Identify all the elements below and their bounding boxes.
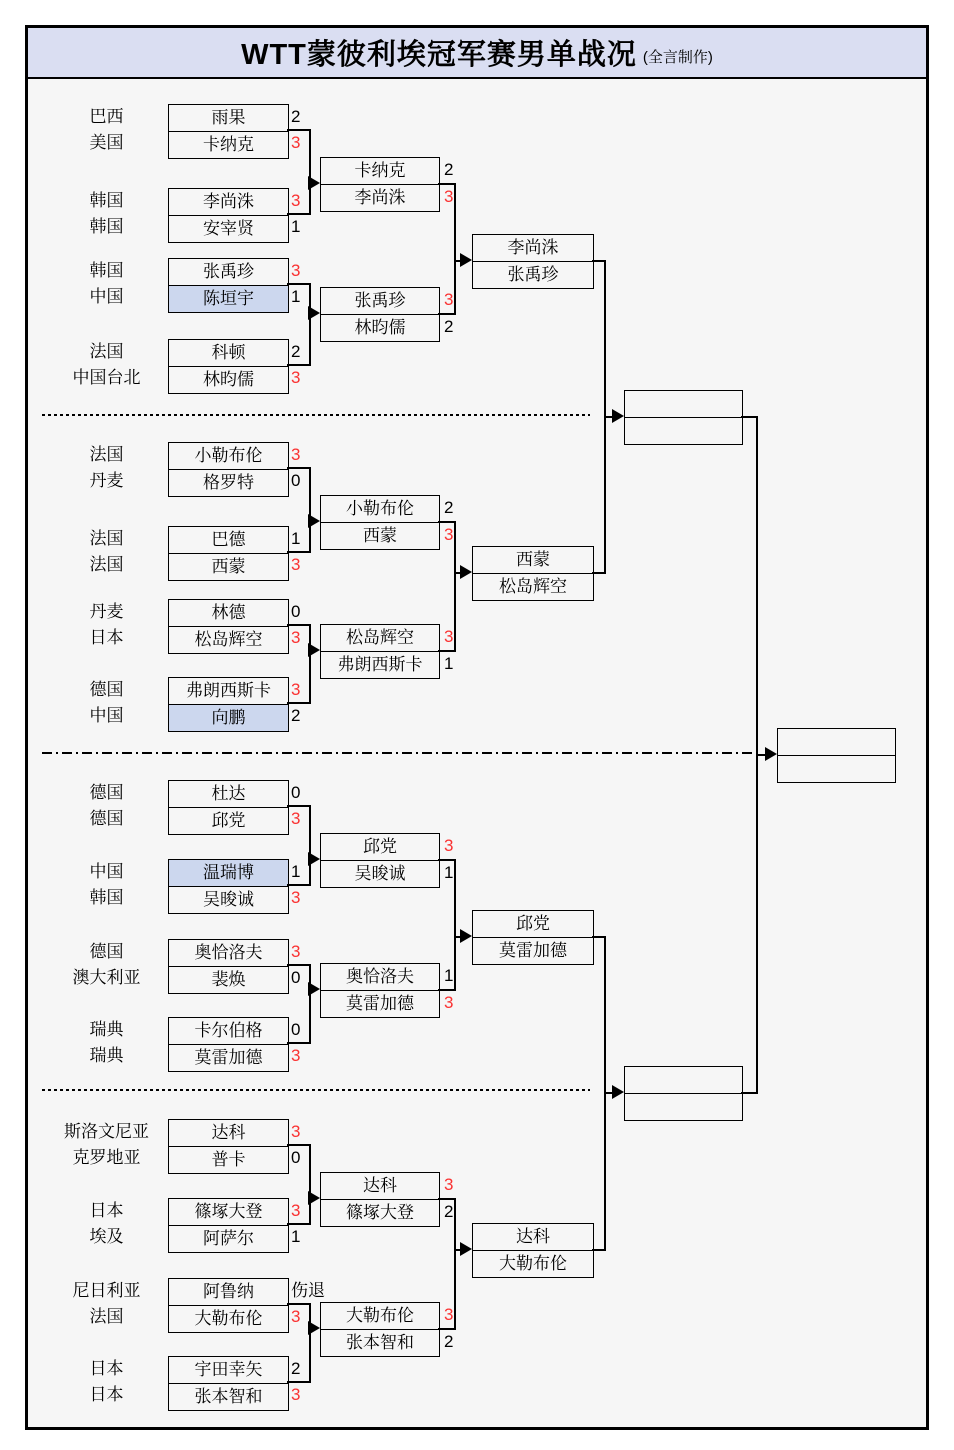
score-label: 3 (291, 445, 301, 464)
r2-match-2 (320, 287, 440, 342)
player-cell-highlighted: 向鹏 (169, 704, 288, 731)
country-label: 斯洛文尼亚 (64, 1122, 149, 1141)
player-cell: 大勒布伦 (169, 1305, 288, 1332)
country-label: 日本 (89, 1385, 124, 1404)
r1-match-5 (168, 442, 289, 497)
score-label: 伤退 (291, 1281, 325, 1300)
player-cell: 吴晙诚 (321, 860, 439, 887)
country-label: 法国 (89, 529, 124, 548)
country-label: 澳大利亚 (72, 968, 141, 987)
score-label: 3 (291, 1307, 301, 1326)
score-label: 3 (291, 191, 301, 210)
player-cell: 莫雷加德 (321, 990, 439, 1017)
player-cell: 张本智和 (321, 1329, 439, 1356)
score-label: 3 (444, 993, 454, 1012)
player-cell: 卡纳克 (354, 161, 406, 180)
r1-match-13 (168, 1119, 289, 1174)
player-cell: 巴德 (211, 530, 246, 549)
country-label: 美国 (89, 133, 124, 152)
country-label: 中国 (89, 862, 124, 881)
score-label: 3 (291, 1385, 301, 1404)
country-label: 韩国 (89, 191, 124, 210)
connector-line (287, 551, 310, 553)
country-label: 德国 (89, 809, 124, 828)
r2-match-1 (320, 157, 440, 212)
country-label: 中国台北 (72, 368, 141, 387)
score-label: 3 (291, 555, 301, 574)
connector-line (309, 624, 311, 704)
player-cell: 卡尔伯格 (194, 1021, 263, 1040)
score-label: 3 (291, 1046, 301, 1065)
arrow-icon (308, 306, 320, 320)
player-cell: 莫雷加德 (473, 937, 593, 964)
player-cell: 宇田幸矢 (194, 1360, 263, 1379)
player-cell: 松岛辉空 (473, 573, 593, 600)
score-label: 3 (291, 133, 301, 152)
player-cell: 邱党 (169, 807, 288, 834)
country-label: 克罗地亚 (72, 1148, 141, 1167)
score-label: 3 (291, 942, 301, 961)
player-cell: 小勒布伦 (194, 446, 263, 465)
r1-match-15 (168, 1278, 289, 1333)
country-label: 德国 (89, 783, 124, 802)
r1-match-14 (168, 1198, 289, 1253)
score-label: 3 (291, 680, 301, 699)
arrow-icon (612, 1085, 624, 1099)
country-label: 法国 (89, 445, 124, 464)
arrow-icon (308, 643, 320, 657)
page-title: WTT蒙彼利埃冠军赛男单战况 (241, 39, 637, 71)
country-label: 巴西 (89, 107, 124, 126)
arrow-icon (460, 565, 472, 579)
player-cell: 安宰贤 (169, 215, 288, 242)
connector-line (309, 964, 311, 1044)
player-cell: 科顿 (211, 343, 246, 362)
score-label: 3 (444, 290, 454, 309)
player-cell: 小勒布伦 (346, 499, 414, 518)
connector-line (309, 129, 311, 215)
arrow-icon (460, 929, 472, 943)
player-cell (778, 729, 895, 755)
connector-line (309, 1303, 311, 1383)
r1-match-1 (168, 104, 289, 159)
qf-match-2 (472, 546, 594, 601)
player-cell: 西蒙 (169, 553, 288, 580)
qf-match-4 (472, 1223, 594, 1278)
sf-match-1 (624, 390, 743, 445)
arrow-icon (308, 852, 320, 866)
player-cell (625, 391, 742, 417)
score-label: 3 (444, 1305, 454, 1324)
score-label: 3 (291, 809, 301, 828)
player-cell-highlighted: 温瑞博 (169, 860, 288, 886)
separator-line (42, 752, 754, 754)
player-cell: 篠塚大登 (321, 1199, 439, 1226)
player-cell: 林昀儒 (169, 366, 288, 393)
score-label: 1 (444, 863, 454, 882)
r1-match-8 (168, 677, 289, 732)
player-cell: 林德 (211, 603, 246, 622)
connector-line (287, 805, 310, 807)
country-label: 丹麦 (89, 602, 124, 621)
player-cell: 李尚洙 (321, 184, 439, 211)
arrow-icon (765, 747, 777, 761)
country-label: 韩国 (89, 261, 124, 280)
connector-line (309, 283, 311, 366)
connector-line (287, 884, 310, 886)
score-label: 2 (444, 1332, 454, 1351)
country-label: 日本 (89, 1359, 124, 1378)
country-label: 尼日利亚 (72, 1281, 141, 1300)
arrow-icon (308, 1321, 320, 1335)
score-label: 2 (291, 1359, 301, 1378)
score-label: 3 (444, 187, 454, 206)
score-label: 3 (291, 888, 301, 907)
country-label: 德国 (89, 942, 124, 961)
country-label: 瑞典 (89, 1046, 124, 1065)
score-label: 3 (291, 368, 301, 387)
player-cell: 弗朗西斯卡 (321, 651, 439, 678)
credit-label: (全言制作) (642, 48, 713, 66)
score-label: 2 (444, 1202, 454, 1221)
player-cell: 卡纳克 (169, 131, 288, 158)
separator-line (42, 1089, 590, 1091)
separator-line (42, 414, 590, 416)
r1-match-6 (168, 526, 289, 581)
connector-line (287, 1223, 310, 1225)
player-cell: 西蒙 (321, 522, 439, 549)
player-cell: 阿萨尔 (169, 1225, 288, 1252)
country-label: 瑞典 (89, 1020, 124, 1039)
r1-match-4 (168, 339, 289, 394)
player-cell: 奥恰洛夫 (194, 943, 263, 962)
r2-match-8 (320, 1302, 440, 1357)
connector-line (287, 129, 310, 131)
country-label: 丹麦 (89, 471, 124, 490)
score-label: 3 (444, 525, 454, 544)
score-label: 3 (291, 1122, 301, 1141)
player-cell (625, 1093, 742, 1120)
r2-match-4 (320, 624, 440, 679)
r1-match-10 (168, 859, 289, 914)
player-cell: 达科 (516, 1227, 550, 1246)
score-label: 0 (291, 602, 301, 621)
country-label: 韩国 (89, 217, 124, 236)
connector-line (287, 213, 310, 215)
score-label: 0 (291, 1020, 301, 1039)
player-cell: 杜达 (211, 784, 246, 803)
r2-match-6 (320, 963, 440, 1018)
player-cell: 松岛辉空 (169, 626, 288, 653)
connector-line (287, 1144, 310, 1146)
score-label: 3 (291, 628, 301, 647)
player-cell: 莫雷加德 (169, 1044, 288, 1071)
country-label: 法国 (89, 342, 124, 361)
player-cell: 裴焕 (169, 966, 288, 993)
score-label: 0 (291, 783, 301, 802)
arrow-icon (308, 1191, 320, 1205)
country-label: 日本 (89, 1201, 124, 1220)
score-label: 0 (291, 471, 301, 490)
score-label: 1 (444, 654, 454, 673)
player-cell: 篠塚大登 (194, 1202, 263, 1221)
player-cell: 松岛辉空 (346, 628, 414, 647)
score-label: 0 (291, 1148, 301, 1167)
connector-line (454, 521, 456, 652)
qf-match-1 (472, 234, 594, 289)
player-cell: 格罗特 (169, 469, 288, 496)
connector-line (309, 805, 311, 886)
connector-line (454, 859, 456, 991)
score-label: 1 (291, 529, 301, 548)
player-cell: 阿鲁纳 (203, 1282, 254, 1301)
player-cell: 邱党 (516, 914, 550, 933)
player-cell: 张禹珍 (203, 262, 254, 281)
arrow-icon (460, 253, 472, 267)
country-label: 日本 (89, 628, 124, 647)
final-match (777, 728, 896, 783)
connector-line (287, 1042, 310, 1044)
score-label: 2 (444, 498, 454, 517)
connector-line (454, 183, 456, 315)
score-label: 3 (444, 836, 454, 855)
player-cell: 大勒布伦 (473, 1250, 593, 1277)
arrow-icon (460, 1242, 472, 1256)
score-label: 3 (444, 627, 454, 646)
country-label: 法国 (89, 555, 124, 574)
country-label: 埃及 (89, 1227, 124, 1246)
score-label: 3 (291, 261, 301, 280)
r1-match-9 (168, 780, 289, 835)
country-label: 德国 (89, 680, 124, 699)
player-cell: 达科 (211, 1123, 246, 1142)
score-label: 1 (291, 287, 301, 306)
player-cell: 大勒布伦 (346, 1306, 414, 1325)
r1-match-3 (168, 258, 289, 313)
player-cell: 张禹珍 (354, 291, 406, 310)
player-cell: 弗朗西斯卡 (186, 681, 271, 700)
player-cell: 张本智和 (169, 1383, 288, 1410)
score-label: 3 (291, 1201, 301, 1220)
player-cell: 雨果 (211, 108, 246, 127)
arrow-icon (308, 514, 320, 528)
title-bar (28, 28, 926, 79)
connector-line (454, 1198, 456, 1330)
player-cell (625, 417, 742, 444)
r1-match-7 (168, 599, 289, 654)
connector-line (287, 364, 310, 366)
score-label: 1 (291, 1227, 301, 1246)
country-label: 韩国 (89, 888, 124, 907)
player-cell: 吴晙诚 (169, 886, 288, 913)
player-cell: 林昀儒 (321, 314, 439, 341)
score-label: 2 (444, 317, 454, 336)
player-cell: 张禹珍 (473, 261, 593, 288)
arrow-icon (308, 176, 320, 190)
connector-line (309, 467, 311, 553)
score-label: 2 (291, 706, 301, 725)
player-cell: 李尚洙 (507, 238, 559, 257)
connector-line (287, 702, 310, 704)
r1-match-11 (168, 939, 289, 994)
score-label: 1 (444, 966, 454, 985)
connector-line (287, 964, 310, 966)
score-label: 0 (291, 968, 301, 987)
arrow-icon (612, 409, 624, 423)
connector-line (287, 624, 310, 626)
r2-match-3 (320, 495, 440, 550)
arrow-icon (308, 982, 320, 996)
player-cell: 邱党 (363, 837, 397, 856)
r1-match-2 (168, 188, 289, 243)
country-label: 法国 (89, 1307, 124, 1326)
player-cell: 李尚洙 (203, 192, 254, 211)
score-label: 2 (291, 342, 301, 361)
score-label: 2 (444, 160, 454, 179)
r2-match-5 (320, 833, 440, 888)
score-label: 1 (291, 217, 301, 236)
score-label: 3 (444, 1175, 454, 1194)
score-label: 1 (291, 862, 301, 881)
player-cell-highlighted: 陈垣宇 (169, 285, 288, 312)
player-cell: 奥恰洛夫 (346, 967, 414, 986)
player-cell (778, 755, 895, 782)
score-label: 2 (291, 107, 301, 126)
player-cell (625, 1067, 742, 1093)
player-cell: 普卡 (169, 1146, 288, 1173)
connector-line (287, 283, 310, 285)
connector-line (287, 1303, 310, 1305)
r1-match-16 (168, 1356, 289, 1411)
connector-line (287, 1381, 310, 1383)
country-label: 中国 (89, 706, 124, 725)
connector-line (287, 467, 310, 469)
player-cell: 西蒙 (516, 550, 550, 569)
r2-match-7 (320, 1172, 440, 1227)
connector-line (309, 1144, 311, 1225)
sf-match-2 (624, 1066, 743, 1121)
player-cell: 达科 (363, 1176, 397, 1195)
country-label: 中国 (89, 287, 124, 306)
r1-match-12 (168, 1017, 289, 1072)
qf-match-3 (472, 910, 594, 965)
